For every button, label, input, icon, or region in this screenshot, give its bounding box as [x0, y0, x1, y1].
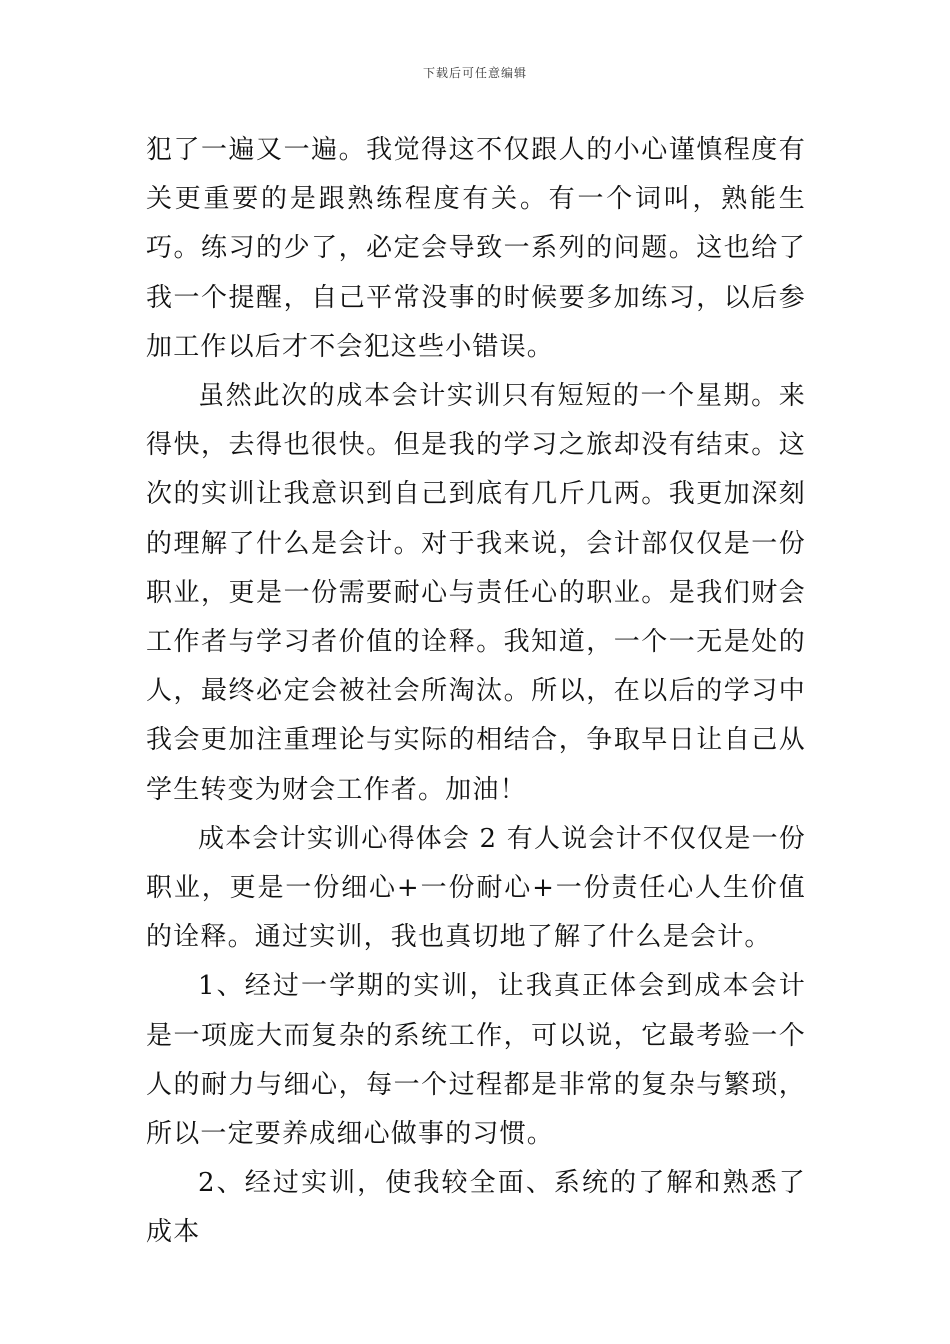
- paragraph-point-1: 1、经过一学期的实训，让我真正体会到成本会计是一项庞大而复杂的系统工作，可以说，它最考验一个人的耐力与细心，每一个过程都是非常的复杂与繁琐，所以一定要养成细心做事的习惯。: [146, 971, 806, 1150]
- document-body: [146, 126, 806, 1258]
- paragraph-point-2: 2、经过实训，使我较全面、系统的了解和熟悉了成本: [146, 1168, 806, 1248]
- paragraph-section-2-intro: 成本会计实训心得体会 2 有人说会计不仅仅是一份职业，更是一份细心+一份耐心+一份责任心人生价值的诠释。通过实训，我也真切地了解了什么是会计。: [146, 823, 806, 953]
- paragraph-conclusion: 虽然此次的成本会计实训只有短短的一个星期。来得快，去得也很快。但是我的学习之旅却没有结束。这次的实训让我意识到自己到底有几斤几两。我更加深刻的理解了什么是会计。对于我来说，会计部仅仅是一份职业，更是一份需要耐心与责任心的职业。是我们财会工作者与学习者价值的诠释。我知道，一个一无是处的人，最终必定会被社会所淘汰。所以，在以后的学习中我会更加注重理论与实际的相结合，争取早日让自己从学生转变为财会工作者。加油！: [146, 381, 806, 805]
- paragraph-continuation: 犯了一遍又一遍。我觉得这不仅跟人的小心谨慎程度有关更重要的是跟熟练程度有关。有一个词叫，熟能生巧。练习的少了，必定会导致一系列的问题。这也给了我一个提醒，自己平常没事的时候要多加练习，以后参加工作以后才不会犯这些小错误。: [146, 135, 806, 362]
- header-note: 下载后可任意编辑: [422, 66, 527, 80]
